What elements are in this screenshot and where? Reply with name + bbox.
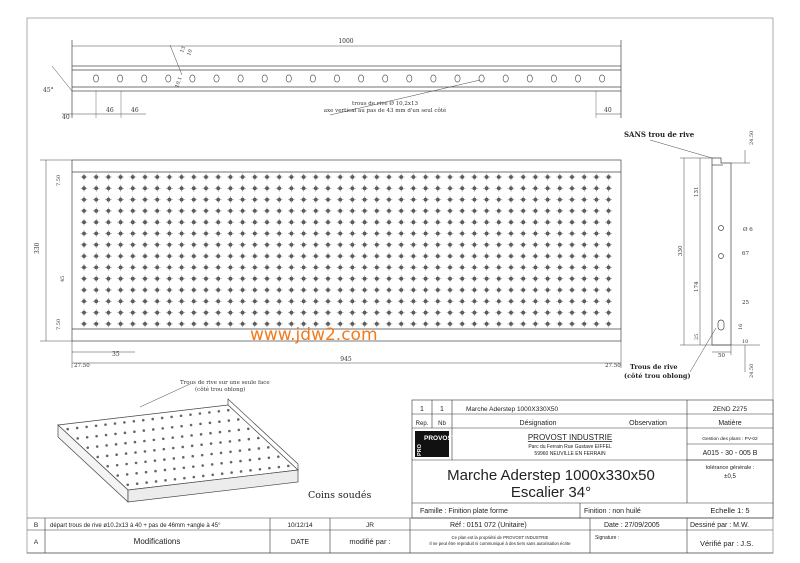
iso-hole xyxy=(230,471,233,474)
tolerance-value: ±0,5 xyxy=(724,474,736,480)
echelle-field: Echelle 1: 5 xyxy=(710,506,750,515)
plan-row-pitch-label: 45 xyxy=(60,275,66,282)
plan-span-label: 945 xyxy=(340,356,352,363)
property-note-2: Il ne peut être reproduit ni communiqué à des tiers sans autorisation écrite xyxy=(429,541,571,546)
iso-hole xyxy=(227,409,230,412)
iso-hole xyxy=(134,441,137,444)
iso-hole xyxy=(171,426,174,429)
matiere-header: Matière xyxy=(718,420,742,427)
iso-hole xyxy=(143,440,146,443)
iso-hole xyxy=(170,416,173,419)
iso-hole xyxy=(163,448,166,451)
iso-hole xyxy=(201,454,204,457)
qty-nb: 1 xyxy=(440,406,444,413)
iso-hole xyxy=(259,468,262,471)
iso-hole xyxy=(145,471,148,474)
iso-callout-line1: Trous de rive sur une seule face xyxy=(180,380,270,386)
iso-hole xyxy=(115,443,118,446)
plan-right-end-label: 27.50 xyxy=(605,363,621,369)
iso-hole xyxy=(135,472,138,475)
company-logo-text: PROVOST xyxy=(424,435,456,442)
iso-hole xyxy=(125,452,128,455)
iso-hole xyxy=(135,462,138,465)
iso-callout-line2: (côté trou oblong) xyxy=(195,387,246,393)
side-d-330: 330 xyxy=(678,245,684,256)
iso-hole xyxy=(126,473,129,476)
iso-hole xyxy=(85,426,88,429)
iso-hole xyxy=(116,464,119,467)
iso-hole xyxy=(190,424,193,427)
iso-hole xyxy=(161,417,164,420)
iso-hole xyxy=(287,465,290,468)
side-d-bottom-25: 25 xyxy=(694,333,700,340)
iso-hole xyxy=(209,422,212,425)
iso-hole xyxy=(247,427,250,430)
rev-b-date: 10/12/14 xyxy=(287,522,313,529)
iso-hole xyxy=(200,433,203,436)
top-right-margin-label: 40 xyxy=(604,107,612,114)
iso-hole xyxy=(106,465,109,468)
tolerance-label: tolérance générale : xyxy=(705,465,755,471)
top-small-dim-3: 10.1 xyxy=(174,76,184,89)
rep-header: Rep. xyxy=(415,421,429,427)
iso-hole xyxy=(278,466,281,469)
side-d-24-5-top: 24.50 xyxy=(749,130,755,145)
isometric-view xyxy=(58,384,298,502)
iso-hole xyxy=(142,419,145,422)
side-note-line1: Trous de rive xyxy=(630,363,678,371)
iso-hole xyxy=(208,411,211,414)
iso-hole xyxy=(219,441,222,444)
property-note-1: Ce plan est la propriété de PROVOST INDUSTRIE xyxy=(451,535,549,540)
iso-hole xyxy=(126,484,129,487)
iso-hole xyxy=(154,459,157,462)
company-address-1: Parc du Ferrain Rue Gustave EIFFEL xyxy=(528,444,612,450)
iso-hole xyxy=(268,467,271,470)
iso-hole xyxy=(161,427,164,430)
famille-field: Famille : Finition plate forme xyxy=(420,508,508,515)
iso-hole xyxy=(96,456,99,459)
iso-hole xyxy=(218,420,221,423)
iso-hole xyxy=(134,451,137,454)
iso-hole xyxy=(164,479,167,482)
rev-a-letter: A xyxy=(33,539,39,546)
iso-hole xyxy=(124,442,127,445)
rev-b-letter: B xyxy=(33,522,39,529)
iso-hole xyxy=(114,422,117,425)
top-angle-label: 45° xyxy=(43,87,54,94)
iso-hole xyxy=(144,460,147,463)
iso-hole xyxy=(192,465,195,468)
iso-hole xyxy=(219,431,222,434)
iso-hole xyxy=(124,432,127,435)
iso-hole xyxy=(211,474,214,477)
iso-hole xyxy=(249,459,252,462)
top-left-margin-label: 40 xyxy=(62,114,70,121)
date-field: Date : 27/09/2005 xyxy=(604,522,660,529)
iso-hole xyxy=(180,414,183,417)
iso-hole xyxy=(143,429,146,432)
company-logo-side: PRO xyxy=(417,444,423,456)
gestion-note: Gestion des plans : PV-02 xyxy=(702,437,758,442)
iso-hole xyxy=(230,461,233,464)
iso-hole xyxy=(267,446,270,449)
top-small-dim-2: 10 xyxy=(186,48,195,57)
iso-hole xyxy=(258,447,261,450)
modifications-header: Modifications xyxy=(133,537,181,546)
company-name: PROVOST INDUSTRIE xyxy=(527,433,613,442)
iso-hole xyxy=(189,413,192,416)
iso-hole xyxy=(96,445,99,448)
iso-hole xyxy=(171,436,174,439)
iso-hole xyxy=(133,430,136,433)
company-address-2: 59960 NEUVILLE EN FERRAIN xyxy=(534,451,606,457)
iso-hole xyxy=(154,470,157,473)
iso-hole xyxy=(106,455,109,458)
iso-hole xyxy=(258,458,261,461)
iso-hole xyxy=(181,435,184,438)
hole-callout-line1: trous de rive Ø 10,2x13 xyxy=(352,101,418,107)
iso-hole xyxy=(86,436,89,439)
iso-hole xyxy=(105,434,108,437)
iso-hole xyxy=(218,410,221,413)
qty-rep: 1 xyxy=(420,406,424,413)
iso-hole xyxy=(173,468,176,471)
iso-hole xyxy=(114,433,117,436)
iso-hole xyxy=(86,446,89,449)
iso-hole xyxy=(191,455,194,458)
drawing-number: A015 - 30 - 005 B xyxy=(702,450,758,457)
iso-hole xyxy=(238,429,241,432)
iso-hole xyxy=(182,456,185,459)
iso-hole xyxy=(183,477,186,480)
modifie-par: modifié par : xyxy=(349,537,391,546)
side-d-25: 25 xyxy=(742,300,749,306)
iso-hole xyxy=(277,455,280,458)
iso-hole xyxy=(248,438,251,441)
hole-callout-line2: axe vertical au pas de 43 mm d'un seul côté xyxy=(323,108,447,114)
iso-hole xyxy=(221,472,224,475)
iso-caption: Coins soudés xyxy=(308,490,372,501)
iso-hole xyxy=(123,421,126,424)
side-note-line2: (côté trou oblong) xyxy=(624,372,691,380)
plan-watermark: www.jdw2.com xyxy=(250,325,378,345)
iso-hole xyxy=(201,464,204,467)
plan-bottom-edge-label: 7.50 xyxy=(56,318,62,330)
top-small-dim-1: 13 xyxy=(179,45,188,54)
side-d-131: 131 xyxy=(694,186,700,197)
iso-hole xyxy=(200,443,203,446)
iso-hole xyxy=(228,419,231,422)
plan-height-label: 330 xyxy=(34,242,41,254)
date-column-header: DATE xyxy=(290,539,310,546)
plan-col-pitch-label: 35 xyxy=(112,351,120,358)
iso-hole xyxy=(153,449,156,452)
iso-hole xyxy=(116,474,119,477)
part-name: Marche Aderstep 1000X330X50 xyxy=(466,406,559,413)
rev-b-by: JR xyxy=(366,522,374,529)
iso-hole xyxy=(257,437,260,440)
iso-hole xyxy=(76,427,79,430)
iso-hole xyxy=(162,437,165,440)
iso-hole xyxy=(181,446,184,449)
plan-top-edge-label: 7.50 xyxy=(56,174,62,186)
iso-hole xyxy=(229,440,232,443)
iso-hole xyxy=(202,475,205,478)
main-title-line1: Marche Aderstep 1000x330x50 xyxy=(447,467,655,484)
side-d-174: 174 xyxy=(694,281,700,292)
iso-hole xyxy=(136,482,139,485)
iso-hole xyxy=(220,452,223,455)
top-pitch-label-2: 46 xyxy=(131,107,139,114)
iso-hole xyxy=(105,444,108,447)
side-d-phi: Ø 6 xyxy=(743,227,753,233)
iso-hole xyxy=(239,449,242,452)
iso-hole xyxy=(144,450,147,453)
observation-header: Observation xyxy=(629,420,667,427)
verifie-field: Vérifié par : J.S. xyxy=(700,539,754,548)
top-length-label: 1000 xyxy=(338,38,354,45)
iso-hole xyxy=(240,470,243,473)
iso-hole xyxy=(66,428,69,431)
iso-hole xyxy=(152,428,155,431)
iso-hole xyxy=(199,412,202,415)
iso-hole xyxy=(180,425,183,428)
iso-hole xyxy=(268,456,271,459)
iso-hole xyxy=(115,453,118,456)
iso-hole xyxy=(237,418,240,421)
iso-hole xyxy=(95,435,98,438)
side-d-ht: 16 xyxy=(738,323,744,330)
iso-hole xyxy=(229,450,232,453)
iso-hole xyxy=(210,453,213,456)
iso-hole xyxy=(151,418,154,421)
top-pitch-label-1: 46 xyxy=(106,107,114,114)
iso-hole xyxy=(199,423,202,426)
iso-hole xyxy=(248,448,251,451)
iso-hole xyxy=(145,481,148,484)
iso-hole xyxy=(211,463,214,466)
side-view-title: SANS trou de rive xyxy=(624,130,695,139)
reference: Réf : 0151 072 (Unitaire) xyxy=(450,522,527,529)
rev-b-text: départ trous de rive ø10.2x13 à 40 + pas de 46mm +angle à 45° xyxy=(50,523,221,529)
side-d-10: 10 xyxy=(742,339,749,345)
side-d-24-5-bottom: 24.50 xyxy=(749,363,755,378)
iso-hole xyxy=(163,458,166,461)
iso-hole xyxy=(133,420,136,423)
iso-hole xyxy=(249,469,252,472)
material-value: ZEND Z275 xyxy=(712,406,748,413)
side-d-67: 67 xyxy=(742,251,749,257)
iso-hole xyxy=(173,457,176,460)
side-view-profile xyxy=(712,158,731,345)
iso-hole xyxy=(183,466,186,469)
iso-hole xyxy=(220,462,223,465)
main-title-line2: Escalier 34° xyxy=(510,484,592,501)
iso-hole xyxy=(76,437,79,440)
side-d-50: 50 xyxy=(718,353,725,359)
signature-field: Signature : xyxy=(595,535,620,541)
nb-header: Nb xyxy=(438,421,446,427)
iso-hole xyxy=(228,430,231,433)
iso-hole xyxy=(155,480,158,483)
iso-hole xyxy=(193,476,196,479)
plan-view-outline xyxy=(72,160,621,341)
iso-hole xyxy=(95,424,98,427)
iso-hole xyxy=(190,434,193,437)
iso-hole xyxy=(238,439,241,442)
iso-hole xyxy=(164,469,167,472)
finition-field: Finition : non huilé xyxy=(584,508,641,515)
iso-hole xyxy=(210,442,213,445)
plan-left-end-label: 27.50 xyxy=(74,363,90,369)
dessine-field: Dessiné par : M.W. xyxy=(690,522,750,529)
iso-hole xyxy=(239,460,242,463)
iso-hole xyxy=(209,432,212,435)
iso-hole xyxy=(125,463,128,466)
iso-hole xyxy=(153,439,156,442)
iso-hole xyxy=(191,445,194,448)
iso-hole xyxy=(174,478,177,481)
iso-hole xyxy=(172,447,175,450)
iso-hole xyxy=(104,423,107,426)
designation-header: Désignation xyxy=(519,420,557,427)
